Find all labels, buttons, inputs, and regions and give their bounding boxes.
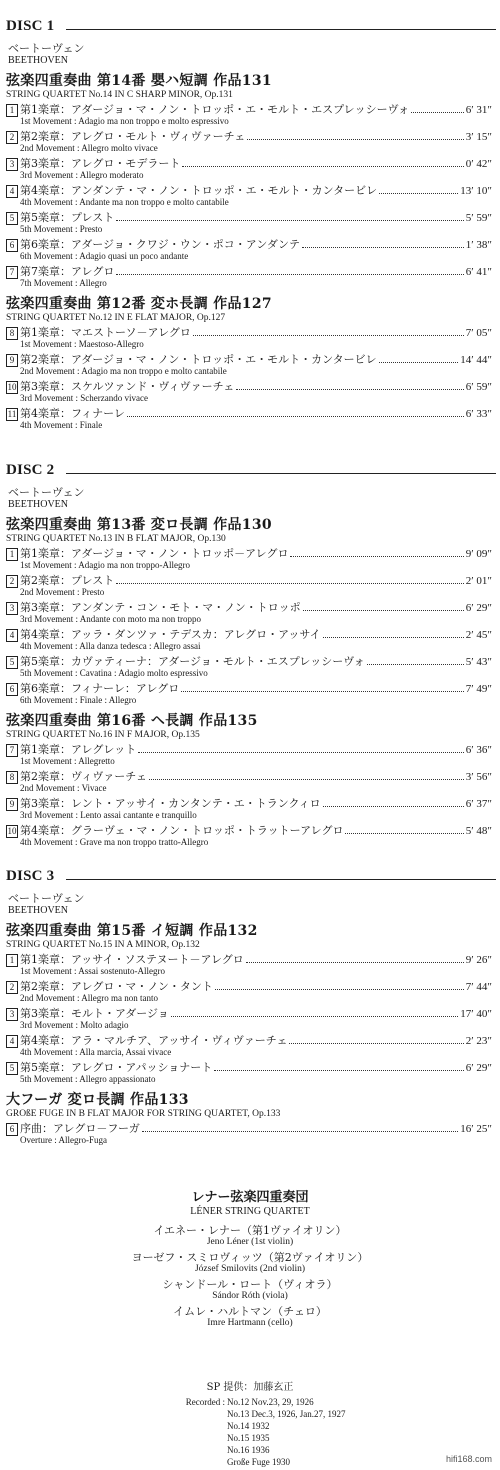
member-name-jp: ヨーゼフ・スミロヴィッツ（第2ヴァイオリン） xyxy=(131,1251,369,1264)
dotted-leader xyxy=(142,1131,458,1132)
track-duration: 3′ 56″ xyxy=(465,771,492,783)
movement-title-jp: 第6楽章：アダージョ・クワジ・ウン・ポコ・アンダンテ xyxy=(20,238,301,251)
movement-title-jp: 第4楽章：アッラ・ダンツァ・テデスカ：アレグロ・アッサイ xyxy=(20,628,321,641)
track-row xyxy=(0,1061,500,1086)
movement-title-en: 5th Movement : Presto xyxy=(20,224,103,234)
track-duration: 6′ 41″ xyxy=(465,266,492,278)
movement-title-jp: 第2楽章：プレスト xyxy=(20,574,115,587)
movement-title-jp: 第2楽章：アレグロ・マ・ノン・タント xyxy=(20,980,213,993)
disc-2-section xyxy=(0,462,500,849)
movement-title-jp: 第1楽章：アダージョ・マ・ノン・トロッポ－アレグロ xyxy=(20,547,289,560)
movement-title-en: 6th Movement : Finale : Allegro xyxy=(20,695,137,705)
member-2 xyxy=(0,1251,500,1275)
track-duration: 0′ 42″ xyxy=(465,158,492,170)
track-number-box: 7 xyxy=(6,266,18,279)
dotted-leader xyxy=(379,362,459,363)
movement-title-en: 5th Movement : Cavatina : Adagio molto espressivo xyxy=(20,668,208,678)
movement-title-en: Overture : Allegro-Fuga xyxy=(20,1135,107,1145)
movement-title-en: 3rd Movement : Allegro moderato xyxy=(20,170,144,180)
recorded-line: No.14 1932 xyxy=(227,1421,270,1431)
dotted-leader xyxy=(302,247,464,248)
track-number-box: 9 xyxy=(6,354,18,367)
work-title-jp: 弦楽四重奏曲 第15番 イ短調 作品132 xyxy=(6,923,258,939)
track-duration: 2′ 23″ xyxy=(465,1035,492,1047)
track-duration: 17′ 40″ xyxy=(460,1008,492,1020)
track-number-box: 11 xyxy=(7,409,17,419)
track-number-box: 9 xyxy=(6,798,18,811)
movement-title-en: 3rd Movement : Scherzando vivace xyxy=(20,393,148,403)
movement-title-en: 7th Movement : Allegro xyxy=(20,278,107,288)
track-number-box: 4 xyxy=(6,629,18,642)
work-title-jp: 弦楽四重奏曲 第13番 変ロ長調 作品130 xyxy=(6,517,272,533)
member-name-jp: シャンドール・ロート（ヴィオラ） xyxy=(162,1278,338,1291)
recorded-label: Recorded : xyxy=(185,1397,225,1407)
dotted-leader xyxy=(215,989,464,990)
movement-title-en: 1st Movement : Maestoso-Allegro xyxy=(20,339,144,349)
track-row xyxy=(0,1034,500,1059)
track-line xyxy=(20,770,492,784)
dotted-leader xyxy=(236,389,464,390)
movement-title-jp: 第5楽章：プレスト xyxy=(20,211,115,224)
track-number-box: 8 xyxy=(6,771,18,784)
movement-title-en: 1st Movement : Adagio ma non troppo-Allegro xyxy=(20,560,190,570)
track-row xyxy=(0,1122,500,1147)
dotted-leader xyxy=(182,166,463,167)
movement-title-en: 2nd Movement : Presto xyxy=(20,587,105,597)
dotted-leader xyxy=(116,274,463,275)
track-number-box: 6 xyxy=(6,1123,18,1136)
recording-dates xyxy=(173,1396,346,1468)
track-line xyxy=(20,211,492,225)
track-number-box: 10 xyxy=(7,382,17,392)
track-row xyxy=(0,682,500,707)
track-line xyxy=(20,326,492,340)
work-block xyxy=(0,517,500,707)
track-line xyxy=(20,103,492,117)
movement-title-jp: 第6楽章：フィナーレ：アレグロ xyxy=(20,682,180,695)
divider-rule xyxy=(66,879,496,880)
track-row xyxy=(0,326,500,351)
movement-title-en: 4th Movement : Andante ma non troppo e molto cantabile xyxy=(20,197,229,207)
track-number-box: 8 xyxy=(6,327,18,340)
movement-title-en: 5th Movement : Allegro appassionato xyxy=(20,1074,156,1084)
track-row xyxy=(0,1007,500,1032)
track-line xyxy=(20,547,492,561)
disc-title: DISC 1 xyxy=(6,18,55,34)
movement-title-jp: 序曲：アレグロ－フーガ xyxy=(20,1122,140,1135)
movement-title-jp: 第3楽章：レント・アッサイ・カンタンテ・エ・トランクィロ xyxy=(20,797,321,810)
track-row xyxy=(0,211,500,236)
track-row xyxy=(0,574,500,599)
track-line xyxy=(20,353,492,367)
track-number-box: 4 xyxy=(6,1035,18,1048)
track-duration: 14′ 44″ xyxy=(460,354,492,366)
movement-title-en: 4th Movement : Alla marcia, Assai vivace xyxy=(20,1047,172,1057)
track-number-box: 3 xyxy=(6,158,18,171)
dotted-leader xyxy=(214,1070,464,1071)
track-duration: 7′ 05″ xyxy=(465,327,492,339)
dotted-leader xyxy=(345,833,463,834)
track-line xyxy=(20,130,492,144)
composer-name-en: BEETHOVEN xyxy=(8,499,68,510)
track-line xyxy=(20,1034,492,1048)
movement-title-en: 3rd Movement : Andante con moto ma non troppo xyxy=(20,614,201,624)
movement-title-en: 1st Movement : Adagio ma non troppo e molto espressivo xyxy=(20,116,229,126)
track-duration: 16′ 25″ xyxy=(460,1123,492,1135)
disc-header xyxy=(0,18,500,36)
movement-title-jp: 第1楽章：アッサイ・ソステヌート－アレグロ xyxy=(20,953,244,966)
track-duration: 2′ 45″ xyxy=(465,629,492,641)
member-1 xyxy=(0,1224,500,1248)
divider-rule xyxy=(66,473,496,474)
movement-title-en: 1st Movement : Allegretto xyxy=(20,756,115,766)
movement-title-en: 3rd Movement : Lento assai cantante e tranquillo xyxy=(20,810,197,820)
track-line xyxy=(20,601,492,615)
work-block xyxy=(0,1092,500,1147)
movement-title-en: 4th Movement : Alla danza tedesca : Allegro assai xyxy=(20,641,201,651)
recorded-line: Große Fuge 1930 xyxy=(227,1457,290,1467)
performer-name-en: LÉNER STRING QUARTET xyxy=(190,1206,310,1217)
work-title-en: STRING QUARTET No.16 IN F MAJOR, Op.135 xyxy=(6,730,200,740)
track-duration: 13′ 10″ xyxy=(460,185,492,197)
member-name-en: Imre Hartmann (cello) xyxy=(207,1318,293,1328)
member-3 xyxy=(0,1278,500,1302)
work-title-jp: 弦楽四重奏曲 第12番 変ホ長調 作品127 xyxy=(6,296,272,312)
track-duration: 6′ 36″ xyxy=(465,744,492,756)
track-row xyxy=(0,184,500,209)
movement-title-jp: 第3楽章：アンダンテ・コン・モト・マ・ノン・トロッポ xyxy=(20,601,301,614)
track-line xyxy=(20,953,492,967)
divider-rule xyxy=(66,29,496,30)
work-title-jp: 弦楽四重奏曲 第14番 嬰ハ短調 作品131 xyxy=(6,73,272,89)
movement-title-jp: 第3楽章：アレグロ・モデラート xyxy=(20,157,181,170)
track-row xyxy=(0,797,500,822)
track-duration: 7′ 44″ xyxy=(465,981,492,993)
track-row xyxy=(0,824,500,849)
recorded-line: No.12 Nov.23, 29, 1926 xyxy=(227,1397,314,1407)
recorded-line: No.15 1935 xyxy=(227,1433,270,1443)
track-number-box: 1 xyxy=(6,104,18,117)
watermark: hifi168.com xyxy=(445,1454,492,1464)
track-duration: 5′ 48″ xyxy=(465,825,492,837)
dotted-leader xyxy=(116,583,464,584)
track-line xyxy=(20,1007,492,1021)
performer-name-jp: レナー弦楽四重奏団 xyxy=(191,1190,309,1205)
dotted-leader xyxy=(323,637,464,638)
track-duration: 5′ 43″ xyxy=(465,656,492,668)
movement-title-en: 6th Movement : Adagio quasi un poco andante xyxy=(20,251,189,261)
track-row xyxy=(0,157,500,182)
dotted-leader xyxy=(138,752,464,753)
work-title-en: STRING QUARTET No.13 IN B FLAT MAJOR, Op.130 xyxy=(6,534,226,544)
work-title-en: STRING QUARTET No.14 IN C SHARP MINOR, Op.131 xyxy=(6,90,233,100)
composer-name-jp: ベートーヴェン xyxy=(8,486,85,499)
track-number-box: 5 xyxy=(6,212,18,225)
dotted-leader xyxy=(323,806,464,807)
track-duration: 2′ 01″ xyxy=(465,575,492,587)
track-row xyxy=(0,130,500,155)
track-row xyxy=(0,238,500,263)
work-block xyxy=(0,296,500,432)
track-number-box: 6 xyxy=(6,683,18,696)
movement-title-jp: 第2楽章：ヴィヴァーチェ xyxy=(20,770,147,783)
track-row xyxy=(0,103,500,128)
movement-title-en: 1st Movement : Assai sostenuto-Allegro xyxy=(20,966,165,976)
dotted-leader xyxy=(149,779,464,780)
composer-name-en: BEETHOVEN xyxy=(8,55,68,66)
track-duration: 6′ 59″ xyxy=(465,381,492,393)
track-number-box: 10 xyxy=(7,826,17,836)
track-line xyxy=(20,1122,492,1136)
movement-title-en: 4th Movement : Finale xyxy=(20,420,103,430)
movement-title-jp: 第4楽章：アンダンテ・マ・ノン・トロッポ・エ・モルト・カンタービレ xyxy=(20,184,378,197)
track-number-box: 1 xyxy=(6,548,18,561)
composer-name-jp: ベートーヴェン xyxy=(8,42,85,55)
work-title-en: STRING QUARTET No.12 IN E FLAT MAJOR, Op.127 xyxy=(6,313,226,323)
track-number-box: 4 xyxy=(6,185,18,198)
movement-title-en: 2nd Movement : Adagio ma non troppo e molto cantabile xyxy=(20,366,227,376)
composer-name-jp: ベートーヴェン xyxy=(8,892,85,905)
member-name-jp: イエネー・レナー（第1ヴァイオリン） xyxy=(153,1224,347,1237)
track-number-box: 2 xyxy=(6,575,18,588)
member-name-jp: イムレ・ハルトマン（チェロ） xyxy=(173,1305,327,1318)
recorded-line: No.16 1936 xyxy=(227,1445,270,1455)
track-number-box: 3 xyxy=(6,602,18,615)
movement-title-jp: 第4楽章：フィナーレ xyxy=(20,407,125,420)
track-line xyxy=(20,407,492,421)
dotted-leader xyxy=(247,139,464,140)
member-name-en: József Smilovits (2nd violin) xyxy=(194,1264,306,1274)
work-block xyxy=(0,73,500,290)
track-line xyxy=(20,184,492,198)
work-block xyxy=(0,923,500,1086)
work-title-jp: 弦楽四重奏曲 第16番 ヘ長調 作品135 xyxy=(6,713,258,729)
member-4 xyxy=(0,1305,500,1329)
track-line xyxy=(20,824,492,838)
composer-name-en: BEETHOVEN xyxy=(8,905,68,916)
track-line xyxy=(20,655,492,669)
track-line xyxy=(20,157,492,171)
performer-block xyxy=(0,1190,500,1332)
track-number-box: 3 xyxy=(6,1008,18,1021)
track-line xyxy=(20,628,492,642)
dotted-leader xyxy=(127,416,464,417)
track-row xyxy=(0,265,500,290)
track-duration: 6′ 37″ xyxy=(465,798,492,810)
track-line xyxy=(20,574,492,588)
track-number-box: 5 xyxy=(6,656,18,669)
track-row xyxy=(0,655,500,680)
dotted-leader xyxy=(303,610,464,611)
track-number-box: 7 xyxy=(6,744,18,757)
dotted-leader xyxy=(289,1043,463,1044)
movement-title-jp: 第4楽章：グラーヴェ・マ・ノン・トロッポ・トラットーアレグロ xyxy=(20,824,344,837)
track-duration: 9′ 26″ xyxy=(465,954,492,966)
track-row xyxy=(0,407,500,432)
movement-title-jp: 第4楽章：アラ・マルチア、アッサイ・ヴィヴァーチェ xyxy=(20,1034,288,1047)
work-title-en: GROßE FUGE IN B FLAT MAJOR FOR STRING QUARTET, Op.133 xyxy=(6,1109,281,1119)
track-row xyxy=(0,743,500,768)
track-number-box: 6 xyxy=(6,239,18,252)
recorded-line: No.13 Dec.3, 1926, Jan.27, 1927 xyxy=(227,1409,346,1419)
dotted-leader xyxy=(411,112,464,113)
track-row xyxy=(0,353,500,378)
disc-header xyxy=(0,462,500,480)
disc-header xyxy=(0,868,500,886)
track-number-box: 5 xyxy=(6,1062,18,1075)
movement-title-jp: 第5楽章：アレグロ・アパッショナート xyxy=(20,1061,213,1074)
track-duration: 6′ 31″ xyxy=(465,104,492,116)
member-name-en: Sándor Róth (viola) xyxy=(212,1291,288,1301)
disc-1-section xyxy=(0,18,500,432)
dotted-leader xyxy=(181,691,464,692)
dotted-leader xyxy=(367,664,464,665)
track-row xyxy=(0,547,500,572)
track-line xyxy=(20,265,492,279)
disc-title: DISC 3 xyxy=(6,868,55,884)
track-line xyxy=(20,380,492,394)
movement-title-en: 2nd Movement : Allegro molto vivace xyxy=(20,143,158,153)
track-line xyxy=(20,743,492,757)
movement-title-jp: 第5楽章：カヴァティーナ：アダージョ・モルト・エスプレッシーヴォ xyxy=(20,655,365,668)
track-row xyxy=(0,601,500,626)
track-duration: 6′ 29″ xyxy=(465,1062,492,1074)
track-row xyxy=(0,770,500,795)
dotted-leader xyxy=(193,335,464,336)
track-number-box: 2 xyxy=(6,981,18,994)
movement-title-jp: 第7楽章：アレグロ xyxy=(20,265,115,278)
track-row xyxy=(0,628,500,653)
work-block xyxy=(0,713,500,849)
track-duration: 1′ 38″ xyxy=(465,239,492,251)
dotted-leader xyxy=(116,220,464,221)
movement-title-en: 4th Movement : Grave ma non troppo tratto-Allegro xyxy=(20,837,209,847)
movement-title-en: 2nd Movement : Vivace xyxy=(20,783,107,793)
track-duration: 6′ 29″ xyxy=(465,602,492,614)
member-name-en: Jeno Léner (1st violin) xyxy=(206,1237,294,1247)
work-title-jp: 大フーガ 変ロ長調 作品133 xyxy=(6,1092,189,1108)
dotted-leader xyxy=(171,1016,458,1017)
disc-3-section xyxy=(0,868,500,1147)
track-line xyxy=(20,1061,492,1075)
track-line xyxy=(20,682,492,696)
dotted-leader xyxy=(290,556,463,557)
track-duration: 6′ 33″ xyxy=(465,408,492,420)
sp-credit: SP 提供：加藤玄正 xyxy=(206,1382,294,1393)
movement-title-en: 3rd Movement : Molto adagio xyxy=(20,1020,129,1030)
track-row xyxy=(0,380,500,405)
track-line xyxy=(20,980,492,994)
track-number-box: 2 xyxy=(6,131,18,144)
track-number-box: 1 xyxy=(6,954,18,967)
dotted-leader xyxy=(246,962,464,963)
movement-title-jp: 第1楽章：アダージョ・マ・ノン・トロッポ・エ・モルト・エスプレッシーヴォ xyxy=(20,103,410,116)
track-duration: 3′ 15″ xyxy=(465,131,492,143)
track-row xyxy=(0,980,500,1005)
movement-title-jp: 第2楽章：アレグロ・モルト・ヴィヴァーチェ xyxy=(20,130,246,143)
track-row xyxy=(0,953,500,978)
track-duration: 5′ 59″ xyxy=(465,212,492,224)
movement-title-jp: 第2楽章：アダージョ・マ・ノン・トロッポ・エ・モルト・カンタービレ xyxy=(20,353,377,366)
track-line xyxy=(20,797,492,811)
movement-title-jp: 第3楽章：スケルツァンド・ヴィヴァーチェ xyxy=(20,380,235,393)
track-duration: 9′ 09″ xyxy=(465,548,492,560)
track-line xyxy=(20,238,492,252)
movement-title-jp: 第1楽章：アレグレット xyxy=(20,743,137,756)
movement-title-en: 2nd Movement : Allegro ma non tanto xyxy=(20,993,158,1003)
disc-title: DISC 2 xyxy=(6,462,55,478)
dotted-leader xyxy=(379,193,458,194)
movement-title-jp: 第3楽章：モルト・アダージョ xyxy=(20,1007,169,1020)
movement-title-jp: 第1楽章：マエストーソ－アレグロ xyxy=(20,326,191,339)
work-title-en: STRING QUARTET No.15 IN A MINOR, Op.132 xyxy=(6,940,200,950)
track-duration: 7′ 49″ xyxy=(465,683,492,695)
